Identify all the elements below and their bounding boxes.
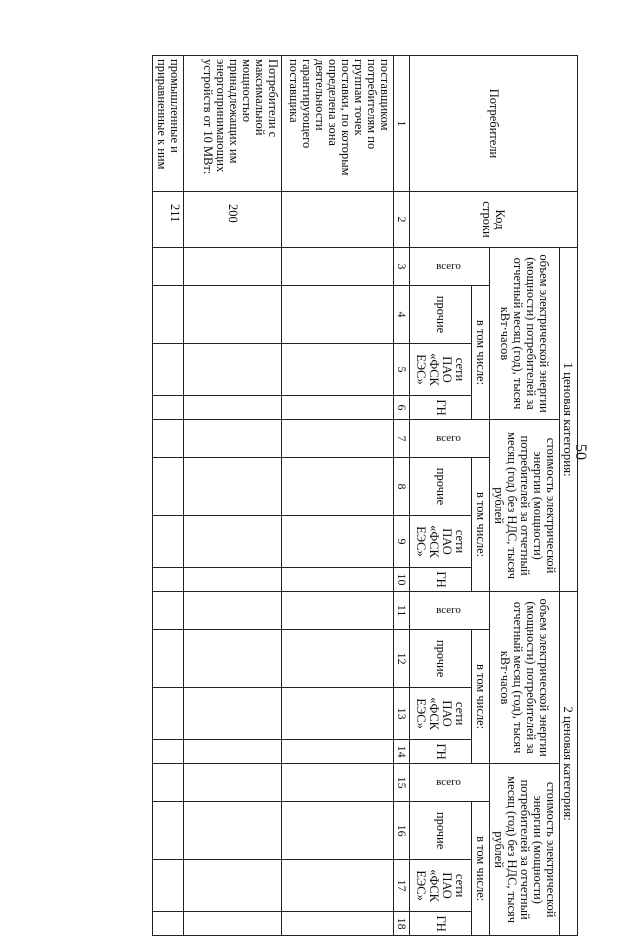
col-number: 18	[394, 912, 410, 936]
col-number: 16	[394, 802, 410, 860]
header-fsk-5: сети ПАО «ФСК ЕЭС»	[410, 344, 472, 396]
code-cell	[282, 192, 394, 248]
header-total-7: всего	[410, 420, 490, 458]
consumer-cell: поставщиком потребителям по группам точек поставки, по которым определена зона деятельности гарантирующего поставщика	[282, 56, 394, 192]
header-category-2: 2 ценовая категория:	[560, 592, 578, 936]
header-consumers: Потребители	[410, 56, 578, 192]
header-other-12: прочие	[410, 630, 472, 688]
header-volume-1: объем электрической энергии (мощности) потребителей за отчетный месяц (год), тысяч кВт·часов	[490, 248, 560, 420]
header-incl-2: в том числе:	[472, 458, 490, 592]
header-gn-6: ГН	[410, 396, 472, 420]
col-number: 7	[394, 420, 410, 458]
col-number: 4	[394, 286, 410, 344]
col-number: 13	[394, 688, 410, 740]
col-number: 2	[394, 192, 410, 248]
col-number: 6	[394, 396, 410, 420]
col-number: 1	[394, 56, 410, 192]
header-gn-10: ГН	[410, 568, 472, 592]
header-incl-4: в том числе:	[472, 802, 490, 936]
header-fsk-17: сети ПАО «ФСК ЕЭС»	[410, 860, 472, 912]
code-cell: 200	[184, 192, 282, 248]
header-volume-2: объем электрической энергии (мощности) потребителей за отчетный месяц (год), тысяч кВт·часов	[490, 592, 560, 764]
header-other-8: прочие	[410, 458, 472, 516]
table-row	[153, 56, 184, 936]
col-number: 8	[394, 458, 410, 516]
header-cost-1: стоимость электрической энергии (мощности) потребителей за отчетный месяц (год) без НДС, тысяч рублей	[490, 420, 560, 592]
header-total-15: всего	[410, 764, 490, 802]
col-number: 9	[394, 516, 410, 568]
header-gn-14: ГН	[410, 740, 472, 764]
header-other-16: прочие	[410, 802, 472, 860]
col-number: 12	[394, 630, 410, 688]
consumer-cell: промышленные и приравненные к ним	[153, 56, 184, 192]
column-numbers-row	[394, 56, 410, 936]
report-table-rotated	[62, 55, 578, 932]
col-number: 10	[394, 568, 410, 592]
col-number: 11	[394, 592, 410, 630]
code-cell: 211	[153, 192, 184, 248]
header-gn-18: ГН	[410, 912, 472, 936]
col-number: 15	[394, 764, 410, 802]
header-fsk-9: сети ПАО «ФСК ЕЭС»	[410, 516, 472, 568]
table-row	[282, 56, 394, 936]
header-cost-2: стоимость электрической энергии (мощности) потребителей за отчетный месяц (год) без НДС, тысяч рублей	[490, 764, 560, 936]
header-fsk-13: сети ПАО «ФСК ЕЭС»	[410, 688, 472, 740]
page-number: 50	[572, 444, 589, 460]
header-category-1: 1 ценовая категория:	[560, 248, 578, 592]
consumer-cell: Потребители с максимальной мощностью принадлежащих им энергопринимающих устройств от 10 МВт:	[184, 56, 282, 192]
header-code: Код строки	[410, 192, 578, 248]
col-number: 3	[394, 248, 410, 286]
table-row	[184, 56, 282, 936]
header-total-11: всего	[410, 592, 490, 630]
header-total-3: всего	[410, 248, 490, 286]
report-table	[152, 55, 578, 936]
header-incl-1: в том числе:	[472, 286, 490, 420]
header-other-4: прочие	[410, 286, 472, 344]
col-number: 17	[394, 860, 410, 912]
col-number: 14	[394, 740, 410, 764]
col-number: 5	[394, 344, 410, 396]
header-incl-3: в том числе:	[472, 630, 490, 764]
